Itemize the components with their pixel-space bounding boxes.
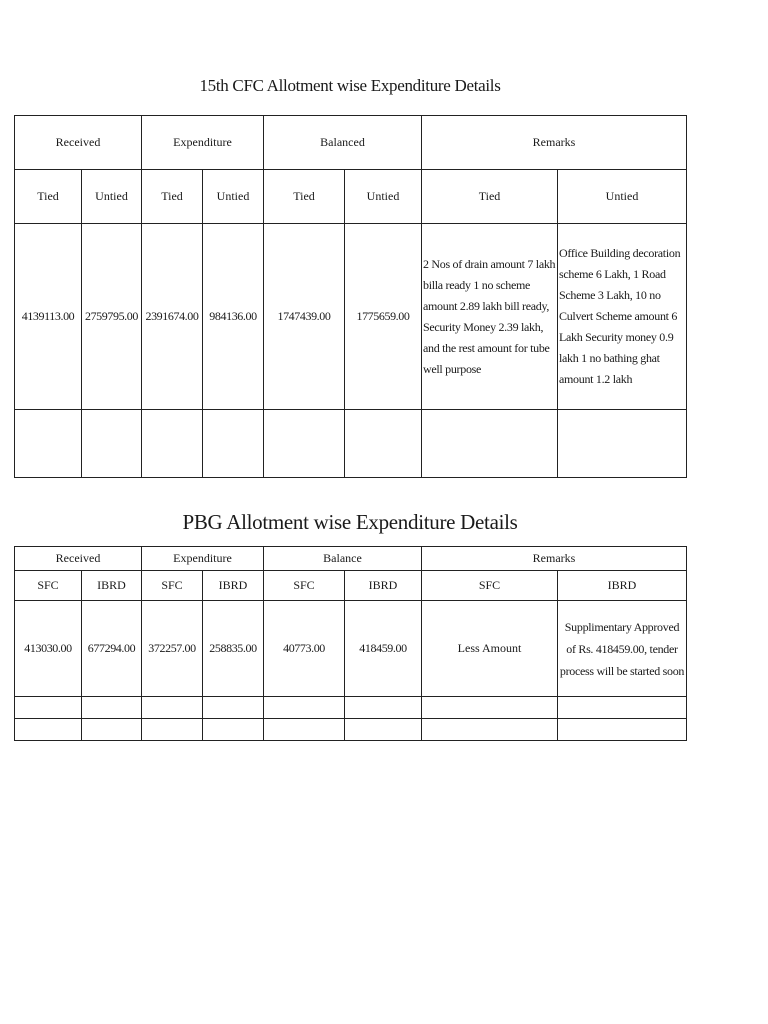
empty-cell (15, 697, 82, 719)
subheader-remarks-tied: Tied (422, 170, 558, 224)
table-row-empty (15, 697, 687, 719)
cell-received-untied: 2759795.00 (82, 224, 142, 410)
subheader-received-ibrd: IBRD (82, 571, 142, 601)
cell-balance-sfc: 40773.00 (264, 601, 345, 697)
empty-cell (422, 719, 558, 741)
cell-expenditure-tied: 2391674.00 (142, 224, 203, 410)
header-remarks: Remarks (422, 116, 687, 170)
pbg-table-title: PBG Allotment wise Expenditure Details (182, 510, 518, 534)
cell-remarks-sfc: Less Amount (422, 601, 558, 697)
table-header-row (15, 116, 687, 170)
pbg-expenditure-table (14, 546, 687, 741)
subheader-remarks-untied: Untied (558, 170, 687, 224)
table-subheader-row (15, 170, 687, 224)
subheader-remarks-sfc: SFC (422, 571, 558, 601)
subheader-expenditure-tied: Tied (142, 170, 203, 224)
header-balanced: Balanced (264, 116, 422, 170)
empty-cell (345, 410, 422, 478)
empty-cell (142, 410, 203, 478)
table-header-row (15, 547, 687, 571)
cell-remarks-untied: Office Building decoration scheme 6 Lakh, 1 Road Scheme 3 Lakh, 10 no Culvert Scheme amount 6 Lakh Security money 0.9 lakh 1 no bathing ghat amount 1.2 lakh (558, 224, 687, 410)
subheader-received-untied: Untied (82, 170, 142, 224)
empty-cell (264, 697, 345, 719)
header-expenditure: Expenditure (142, 116, 264, 170)
subheader-expenditure-untied: Untied (203, 170, 264, 224)
table-row (15, 601, 687, 697)
empty-cell (82, 719, 142, 741)
empty-cell (15, 719, 82, 741)
empty-cell (345, 697, 422, 719)
empty-cell (558, 719, 687, 741)
cell-balanced-untied: 1775659.00 (345, 224, 422, 410)
empty-cell (203, 410, 264, 478)
empty-cell (264, 410, 345, 478)
header-received: Received (15, 547, 142, 571)
table-row (15, 224, 687, 410)
empty-cell (203, 697, 264, 719)
cell-expenditure-sfc: 372257.00 (142, 601, 203, 697)
cell-remarks-tied: 2 Nos of drain amount 7 lakh billa ready 1 no scheme amount 2.89 lakh bill ready, Security Money 2.39 lakh, and the rest amount for tube well purpose (422, 224, 558, 410)
empty-cell (15, 410, 82, 478)
subheader-expenditure-ibrd: IBRD (203, 571, 264, 601)
empty-cell (142, 697, 203, 719)
table-row-empty (15, 410, 687, 478)
cell-received-tied: 4139113.00 (15, 224, 82, 410)
header-remarks: Remarks (422, 547, 687, 571)
empty-cell (558, 697, 687, 719)
cell-balanced-tied: 1747439.00 (264, 224, 345, 410)
subheader-balanced-tied: Tied (264, 170, 345, 224)
table-subheader-row (15, 571, 687, 601)
subheader-remarks-ibrd: IBRD (558, 571, 687, 601)
empty-cell (142, 719, 203, 741)
cfc-expenditure-table (14, 115, 687, 478)
cell-received-sfc: 413030.00 (15, 601, 82, 697)
empty-cell (82, 697, 142, 719)
subheader-balanced-untied: Untied (345, 170, 422, 224)
empty-cell (345, 719, 422, 741)
empty-cell (82, 410, 142, 478)
empty-cell (558, 410, 687, 478)
header-received: Received (15, 116, 142, 170)
header-expenditure: Expenditure (142, 547, 264, 571)
subheader-received-tied: Tied (15, 170, 82, 224)
cell-expenditure-untied: 984136.00 (203, 224, 264, 410)
empty-cell (203, 719, 264, 741)
cell-expenditure-ibrd: 258835.00 (203, 601, 264, 697)
subheader-balance-sfc: SFC (264, 571, 345, 601)
subheader-expenditure-sfc: SFC (142, 571, 203, 601)
cell-balance-ibrd: 418459.00 (345, 601, 422, 697)
empty-cell (422, 410, 558, 478)
subheader-balance-ibrd: IBRD (345, 571, 422, 601)
cfc-table-title: 15th CFC Allotment wise Expenditure Details (199, 76, 501, 95)
cell-remarks-ibrd: Supplimentary Approved of Rs. 418459.00, tender process will be started soon (558, 601, 687, 697)
empty-cell (264, 719, 345, 741)
cell-received-ibrd: 677294.00 (82, 601, 142, 697)
subheader-received-sfc: SFC (15, 571, 82, 601)
empty-cell (422, 697, 558, 719)
table-row-empty (15, 719, 687, 741)
header-balance: Balance (264, 547, 422, 571)
